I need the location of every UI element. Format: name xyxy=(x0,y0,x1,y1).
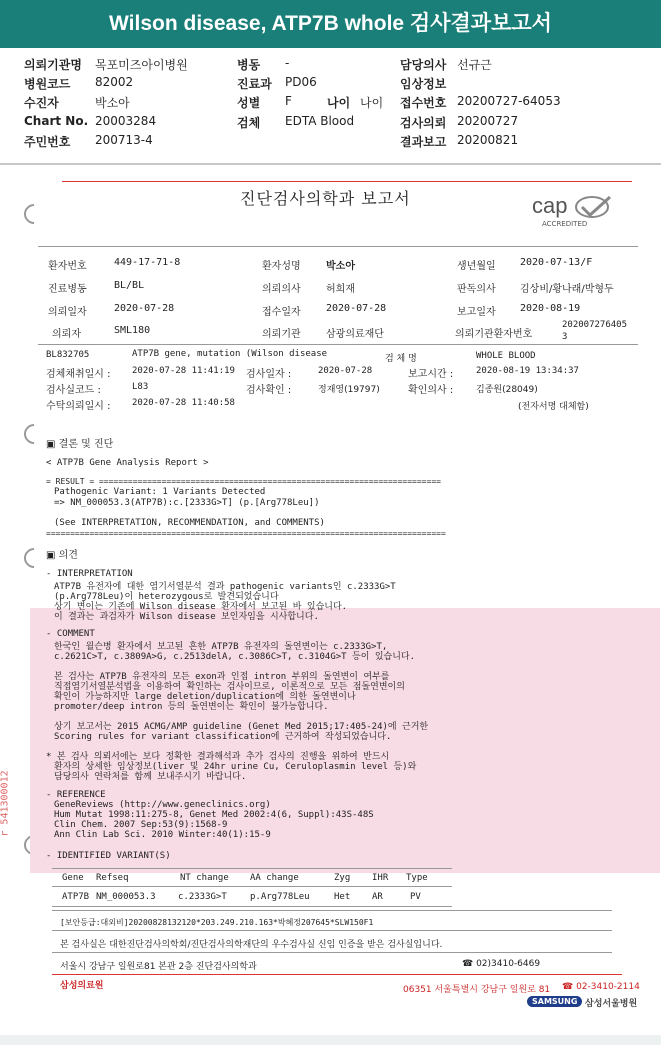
info-value: SML180 xyxy=(114,325,151,336)
reference-line: Ann Clin Lab Sci. 2010 Winter:40(1):15-9 xyxy=(54,830,271,840)
top-red-line xyxy=(62,181,632,182)
comment-line: promoter/deep intron 등의 돌연변이는 확인이 불가능합니다. xyxy=(54,702,329,712)
result-separator: = RESULT = ======================================================================= xyxy=(46,477,441,486)
cap-logo-text: cap xyxy=(532,193,568,218)
security-line: [보안등급:대외비]20200828132120*203.249.210.163*박혜정207645*SLW150F1 xyxy=(60,918,374,927)
table-cell: NM_000053.3 xyxy=(96,892,156,902)
hosp-code-label: 병원코드 xyxy=(24,77,71,91)
table-cell: p.Arg778Leu xyxy=(250,892,310,902)
request-value: 20200727 xyxy=(457,114,519,128)
interpretation-heading: - INTERPRETATION xyxy=(46,569,133,579)
binder-hole-icon xyxy=(20,200,48,228)
info-key: 진료병동 xyxy=(48,284,87,295)
lab-address: 서울시 강남구 일원로81 본관 2층 진단검사의학과 xyxy=(60,962,257,972)
doctor-value: 선규근 xyxy=(457,58,492,72)
comment-line: 담당의사 연락처를 함께 보내주시기 바랍니다. xyxy=(54,772,247,782)
report-value: 20200821 xyxy=(457,133,519,147)
info-top-line xyxy=(38,246,638,247)
request-label: 검사의뢰 xyxy=(400,116,447,130)
table-cell: AR xyxy=(372,892,383,902)
reporttime-label: 보고시간 : xyxy=(408,369,454,380)
test-name: ATP7B gene, mutation (Wilson disease xyxy=(132,349,328,359)
accession-value: 20200727-64053 xyxy=(457,94,561,108)
dept-value: PD06 xyxy=(285,75,317,89)
conclusion-heading: ▣ 결론 및 진단 xyxy=(46,439,114,450)
info-value: BL/BL xyxy=(114,280,145,291)
cert-underline xyxy=(52,952,612,953)
esign-note: (전자서명 대체함) xyxy=(518,402,589,412)
security-underline xyxy=(52,930,612,931)
opinion-heading: ▣ 의견 xyxy=(46,550,78,561)
cap-accredited: ACCREDITED xyxy=(542,220,588,228)
specimen-name-label: 검 체 명 xyxy=(385,354,417,364)
info-value: 박소아 xyxy=(326,261,355,272)
rrn-value: 200713-4 xyxy=(95,133,153,147)
hosp-code-value: 82002 xyxy=(95,75,134,89)
comment-line: 한국인 윌슨병 환자에서 보고된 흔한 ATP7B 유전자의 돌연변이는 c.2333G>T, xyxy=(54,642,388,652)
header-info xyxy=(0,52,661,162)
confirm-label: 검사확인 : xyxy=(246,385,292,396)
info-value: 허희재 xyxy=(326,284,355,295)
comment-line: 본 검사는 ATP7B 유전자의 모든 exon과 인접 intron 부위의 돌연변이 여부를 xyxy=(54,672,390,682)
reference-line: Clin Chem. 2007 Sep:53(9):1568-9 xyxy=(54,820,228,830)
accept-label: 수탁의뢰일시 : xyxy=(46,401,111,412)
confirm-value: 정재영(19797) xyxy=(318,385,380,395)
comment-line: 환자의 상세한 임상정보(liver 및 24hr urine Cu, Ceruloplasmin level 등)와 xyxy=(54,762,417,772)
interpretation-line: (p.Arg778Leu)이 heterozygous로 발견되었습니다 xyxy=(54,592,279,602)
specimen-value: EDTA Blood xyxy=(285,114,355,128)
footer-hospital-right: 삼성서울병원 xyxy=(585,999,638,1009)
info-value: 김상비/황나래/박형두 xyxy=(520,284,614,295)
equals-separator: =================================================================================== xyxy=(46,529,446,538)
ward-label: 병동 xyxy=(237,58,261,72)
info-value: 2020-08-19 xyxy=(520,303,581,314)
info-key: 의뢰기관환자번호 xyxy=(455,329,533,340)
info-key: 환자성명 xyxy=(262,261,301,272)
side-barcode-code: r 541300012 xyxy=(0,770,11,837)
ward-value: - xyxy=(285,56,290,70)
interpretation-line: 상기 변이는 기존에 Wilson disease 환자에서 보고된 바 있습니다. xyxy=(54,602,348,612)
confirm-doc-value: 김종원(28049) xyxy=(476,385,538,395)
comment-line: Scoring rules for variant classification에 근거하여 작성되었습니다. xyxy=(54,732,392,742)
room-value: L83 xyxy=(132,382,149,392)
header-divider xyxy=(0,163,661,165)
table-cell: PV xyxy=(410,892,421,902)
gene-report-title: < ATP7B Gene Analysis Report > xyxy=(46,458,209,468)
bl-code: BL832705 xyxy=(46,350,90,360)
info-key: 환자번호 xyxy=(48,261,87,272)
institution-label: 의뢰기관명 xyxy=(24,58,82,72)
table-header: Refseq xyxy=(96,873,129,883)
table-header-line xyxy=(52,886,452,887)
report-title: 진단검사의학과 보고서 xyxy=(240,189,411,208)
bottom-line xyxy=(52,910,612,911)
binder-hole-icon xyxy=(20,420,48,448)
reference-line: GeneReviews (http://www.geneclinics.org) xyxy=(54,800,271,810)
doctor-label: 담당의사 xyxy=(400,58,447,72)
footer-address: 06351 서울특별시 강남구 일원로 81 xyxy=(403,985,551,995)
info-value: 2020-07-13/F xyxy=(520,257,593,268)
info-bottom-line xyxy=(38,344,638,345)
certification-note: 본 검사실은 대한진단검사의학회/진단검사의학재단의 우수검사실 신임 인증을 받은 검사실입니다. xyxy=(60,940,443,950)
info-key: 의뢰일자 xyxy=(48,307,87,318)
table-header: Gene xyxy=(62,873,84,883)
info-key: 판독의사 xyxy=(457,284,496,295)
chart-label: Chart No. xyxy=(24,114,89,128)
table-header: Type xyxy=(406,873,428,883)
chart-value: 20003284 xyxy=(95,114,157,128)
table-header: IHR xyxy=(372,873,389,883)
info-value: 202007276405 xyxy=(562,320,628,330)
binder-hole-icon xyxy=(20,544,48,572)
footer-phone: ☎ 02-3410-2114 xyxy=(562,982,640,992)
specimen-label: 검체 xyxy=(237,116,261,130)
table-bottom-line xyxy=(52,906,452,907)
info-key: 의뢰자 xyxy=(52,329,81,340)
sex-label: 성별 xyxy=(237,96,261,110)
comment-line: 직접염기서열분석법을 이용하여 확인하는 검사이므로, 이론적으로 모든 점돌연변이의 xyxy=(54,682,405,692)
footer-red-line xyxy=(52,974,622,975)
table-header: Zyg xyxy=(334,873,351,883)
pathogenic-summary: Pathogenic Variant: 1 Variants Detected xyxy=(54,487,266,497)
identified-variants-heading: - IDENTIFIED VARIANT(S) xyxy=(46,851,171,861)
checkmark-icon xyxy=(574,195,614,221)
age-label: 나이 xyxy=(327,96,351,110)
reporttime-value: 2020-08-19 13:34:37 xyxy=(476,366,579,376)
specimen-name-value: WHOLE BLOOD xyxy=(476,351,536,361)
table-header: AA change xyxy=(250,873,299,883)
testdate-label: 검사일자 : xyxy=(246,369,292,380)
cap-logo xyxy=(532,193,614,233)
info-value: 2020-07-28 xyxy=(114,303,175,314)
accession-label: 접수번호 xyxy=(400,96,447,110)
comment-line: c.2621C>T, c.3809A>G, c.2513delA, c.3086C>T, c.3104G>T 등이 있습니다. xyxy=(54,652,416,662)
lab-phone: ☎ 02)3410-6469 xyxy=(462,959,541,969)
receiver-label: 수진자 xyxy=(24,96,59,110)
page-footer-bar xyxy=(0,1035,661,1045)
clinical-label: 임상정보 xyxy=(400,77,447,91)
table-top-line xyxy=(52,868,452,869)
info-value: 2020-07-28 xyxy=(326,303,387,314)
info-value: 3 xyxy=(562,332,568,342)
report-banner: Wilson disease, ATP7B whole 검사결과보고서 xyxy=(0,0,661,48)
samsung-logo: SAMSUNG xyxy=(527,996,582,1007)
comment-line: * 본 검사 의뢰서에는 보다 정확한 결과해석과 추가 검사의 진행을 위하여 반드시 xyxy=(46,752,390,762)
report-paper xyxy=(0,168,661,1045)
table-header: NT change xyxy=(180,873,229,883)
comment-line: 상기 보고서는 2015 ACMG/AMP guideline (Genet Med 2015;17:405-24)에 근거한 xyxy=(54,722,429,732)
receiver-value: 박소아 xyxy=(95,96,130,110)
info-value: 삼광의료재단 xyxy=(326,329,384,340)
variant-detected: => NM_000053.3(ATP7B):c.[2333G>T] (p.[Arg778Leu]) xyxy=(54,498,320,508)
confirm-doc-label: 확인의사 : xyxy=(408,385,454,396)
comment-heading: - COMMENT xyxy=(46,629,95,639)
info-key: 생년월일 xyxy=(457,261,496,272)
footer-hospital-left: 삼성의료원 xyxy=(60,981,104,991)
interpretation-line: ATP7B 유전자에 대한 염기서열분석 결과 pathogenic variants인 c.2333G>T xyxy=(54,582,396,592)
info-key: 의뢰의사 xyxy=(262,284,301,295)
comment-line: 확인이 가능하지만 large deletion/duplication에 의한 돌연변이나 xyxy=(54,692,356,702)
info-value: 449-17-71-8 xyxy=(114,257,181,268)
info-key: 접수일자 xyxy=(262,307,301,318)
dept-label: 진료과 xyxy=(237,77,272,91)
interpretation-line: 이 결과는 과검자가 Wilson disease 보인자임을 시사합니다. xyxy=(54,612,319,622)
see-note: (See INTERPRETATION, RECOMMENDATION, and COMMENTS) xyxy=(54,518,325,528)
info-key: 보고일자 xyxy=(457,307,496,318)
table-cell: Het xyxy=(334,892,351,902)
reference-line: Hum Mutat 1998:11:275-8, Genet Med 2002:4(6, Suppl):43S-48S xyxy=(54,810,374,820)
accept-value: 2020-07-28 11:40:58 xyxy=(132,398,235,408)
rrn-label: 주민번호 xyxy=(24,135,71,149)
age-value: 나이 xyxy=(360,96,384,110)
report-label: 결과보고 xyxy=(400,135,447,149)
collect-label: 검체채취일시 : xyxy=(46,369,111,380)
reference-heading: - REFERENCE xyxy=(46,790,106,800)
table-cell: ATP7B xyxy=(62,892,90,902)
sex-value: F xyxy=(285,94,292,108)
room-label: 검사실코드 : xyxy=(46,385,101,396)
table-cell: c.2333G>T xyxy=(178,892,227,902)
collect-value: 2020-07-28 11:41:19 xyxy=(132,366,235,376)
info-key: 의뢰기관 xyxy=(262,329,301,340)
testdate-value: 2020-07-28 xyxy=(318,366,373,376)
institution-value: 목포미즈아이병원 xyxy=(95,58,188,72)
